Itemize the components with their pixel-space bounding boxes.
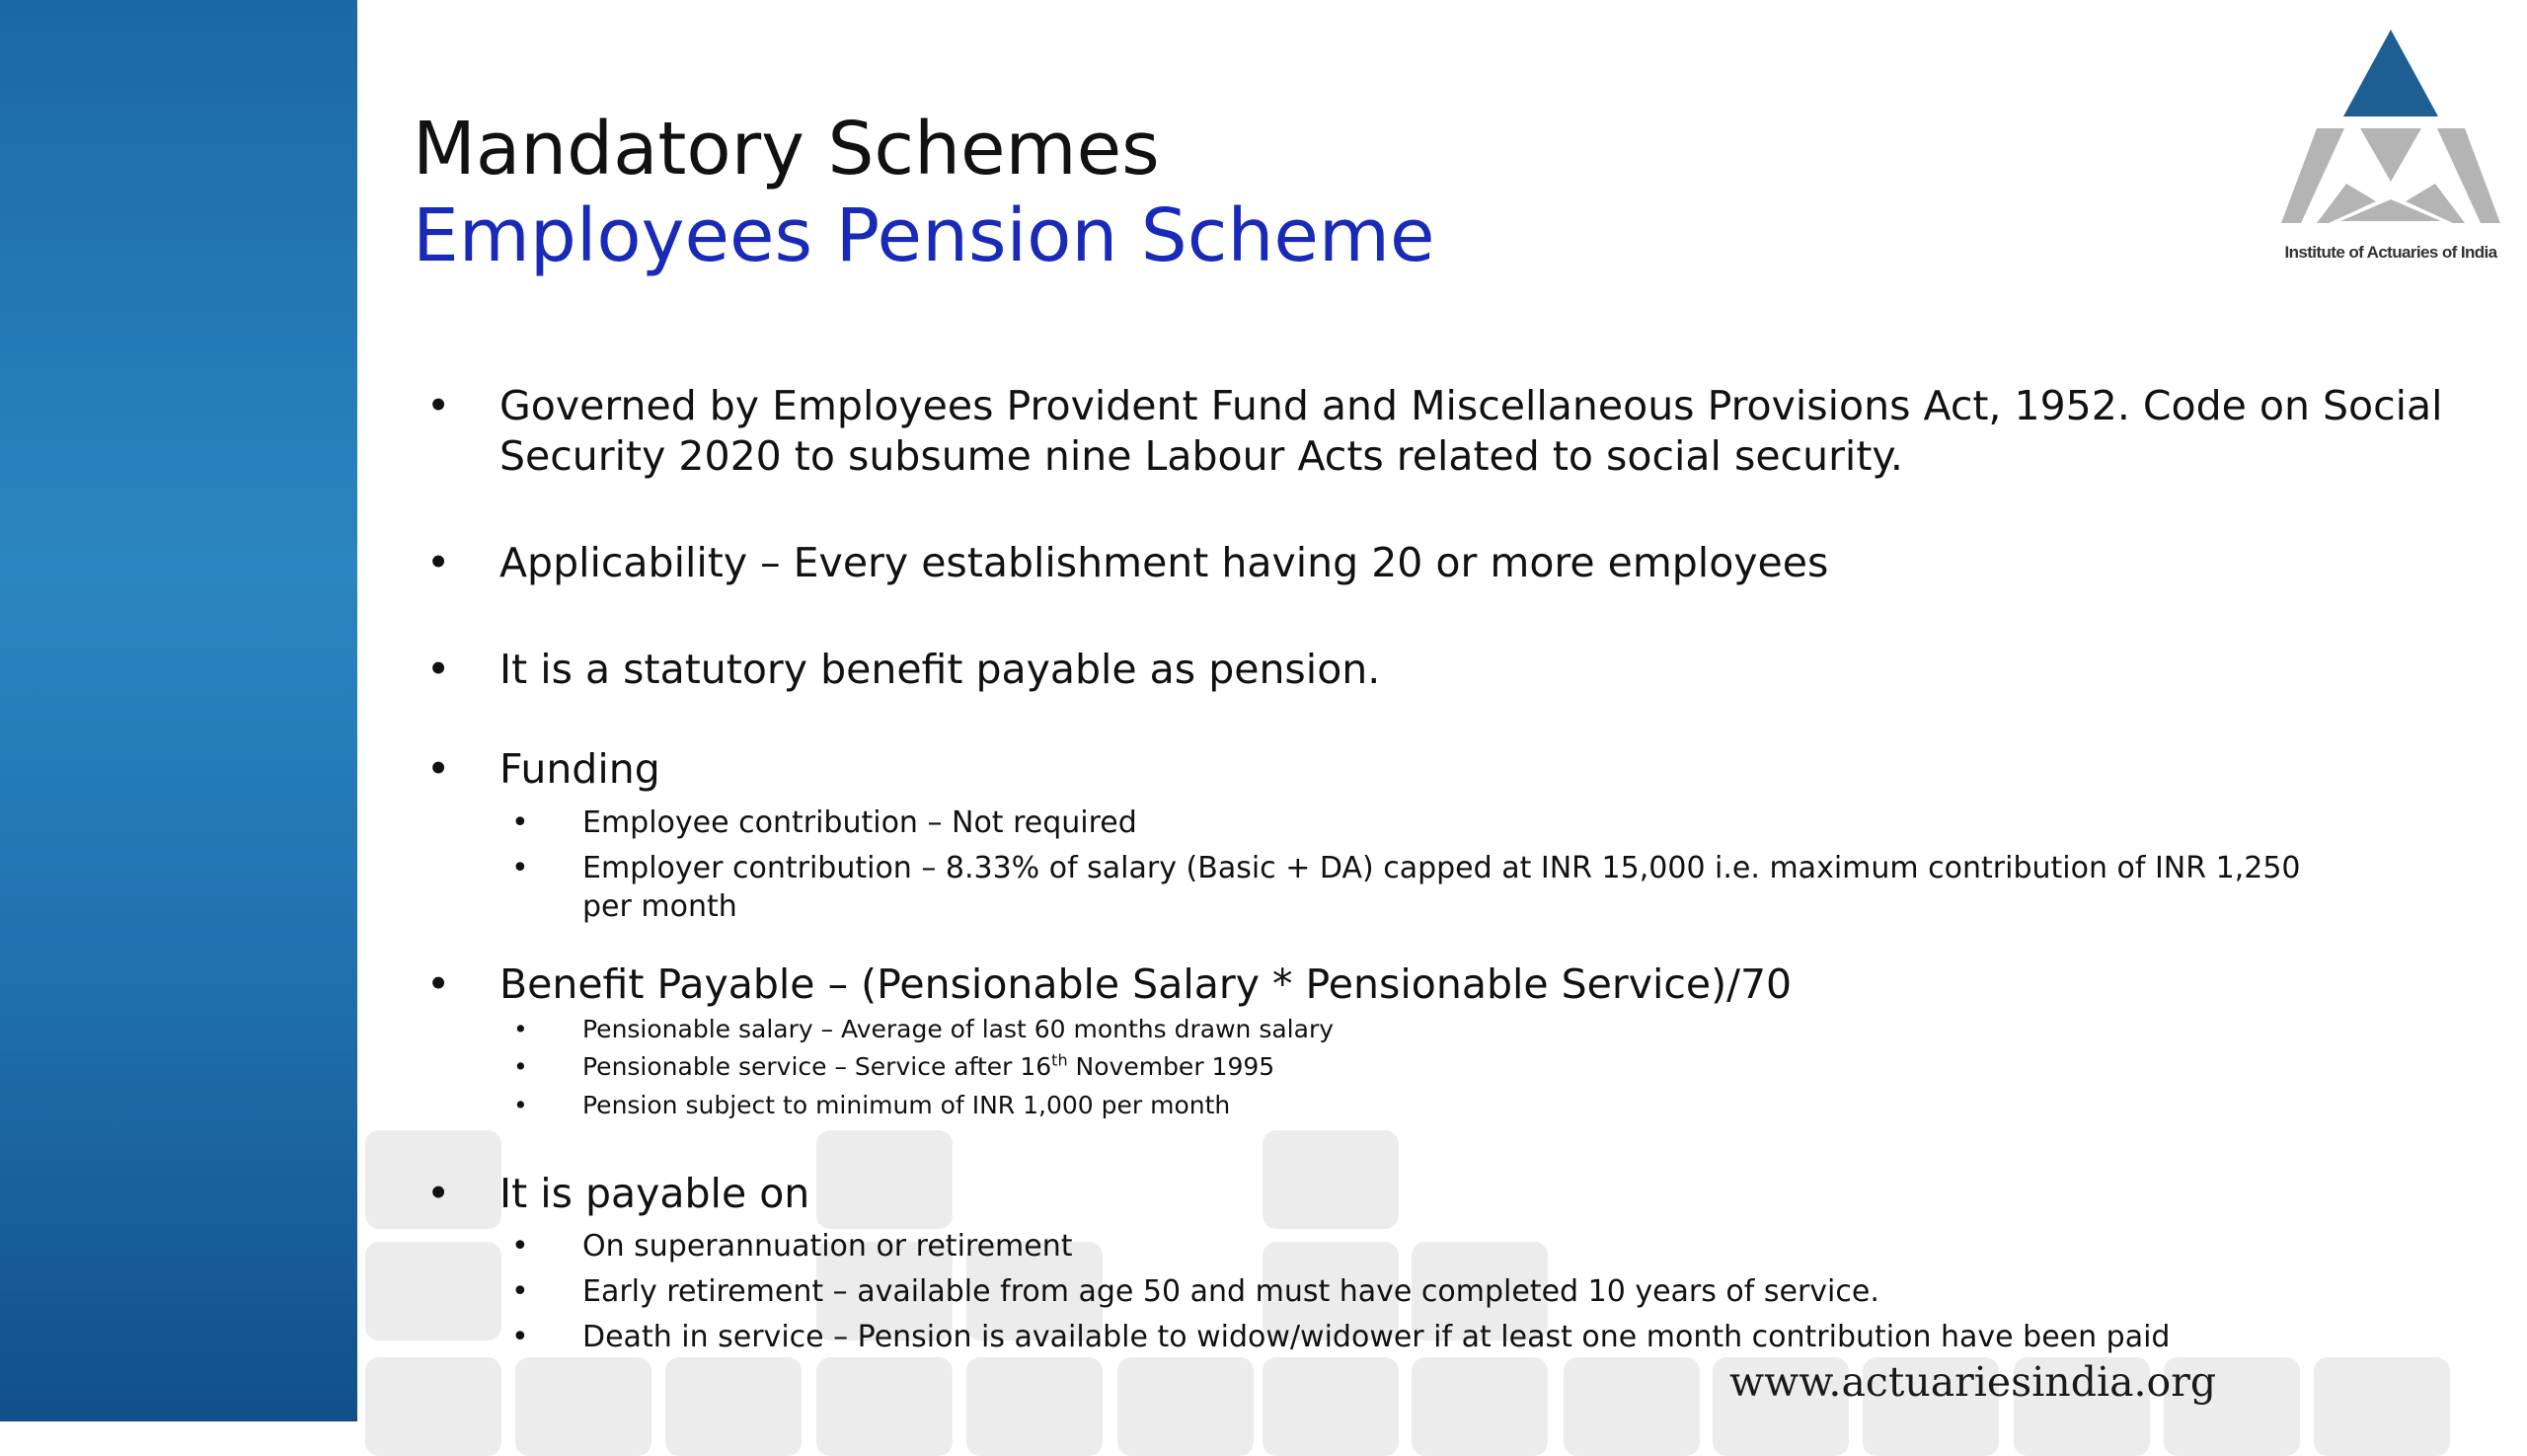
sub-bullet-text: Pensionable service – Service after 16 [582,1052,1052,1081]
background-tile [1412,1357,1548,1456]
bullet-payable-on: • It is payable on [499,1169,2527,1219]
background-tile [665,1357,802,1456]
sidebar-panel [0,0,357,1421]
sub-bullet-pensionable-salary: • Pensionable salary – Average of last 60 months drawn salary [582,1014,2320,1045]
sub-bullet-early-retirement: • Early retirement – available from age 50 and must have completed 10 years of service. [582,1272,2320,1311]
background-tile [365,1242,501,1341]
logo-caption: Institute of Actuaries of India [2284,243,2497,262]
ordinal-suffix: th [1051,1050,1068,1070]
background-tile [2314,1357,2450,1456]
sub-bullet-superannuation: • On superannuation or retirement [582,1227,2320,1265]
bullet-statutory-benefit: • It is a statutory benefit payable as pension. [499,645,2527,695]
sub-bullet-pensionable-service [582,1051,2320,1083]
bullet-funding: • Funding [499,744,2527,795]
bullet-applicability: • Applicability – Every establishment having 20 or more employees [499,538,2527,588]
sub-bullet-employer-contribution: • Employer contribution – 8.33% of salary (Basic + DA) capped at INR 15,000 i.e. maximum contribution of INR 1,250 per month [582,849,2320,926]
sub-bullet-text: November 1995 [1067,1052,1275,1081]
bullet-benefit-payable: • Benefit Payable – (Pensionable Salary * Pensionable Service)/70 [499,959,2527,1010]
background-tile [515,1357,651,1456]
bullet-governing-act: • Governed by Employees Provident Fund and Miscellaneous Provisions Act, 1952. Code on Social Security 2020 to subsume nine Labour Acts related to social security. [499,381,2474,482]
background-tile [966,1357,1103,1456]
sub-bullet-employee-contribution: • Employee contribution – Not required [582,804,2320,842]
slide-canvas [357,0,2527,1421]
footer-website: www.actuariesindia.org [1729,1358,2217,1406]
background-tile [1263,1357,1399,1456]
sub-bullet-minimum-pension: • Pension subject to minimum of INR 1,000 per month [582,1090,2320,1121]
background-tile [1117,1357,1254,1456]
background-tile [816,1357,953,1456]
background-tile [1564,1357,1700,1456]
background-tile [365,1357,501,1456]
slide-subtitle: Employees Pension Scheme [413,193,1435,278]
institute-logo-icon [2267,26,2514,272]
sub-bullet-death-in-service: • Death in service – Pension is available to widow/widower if at least one month contribution have been paid [582,1318,2320,1356]
slide-title: Mandatory Schemes [413,107,1160,192]
